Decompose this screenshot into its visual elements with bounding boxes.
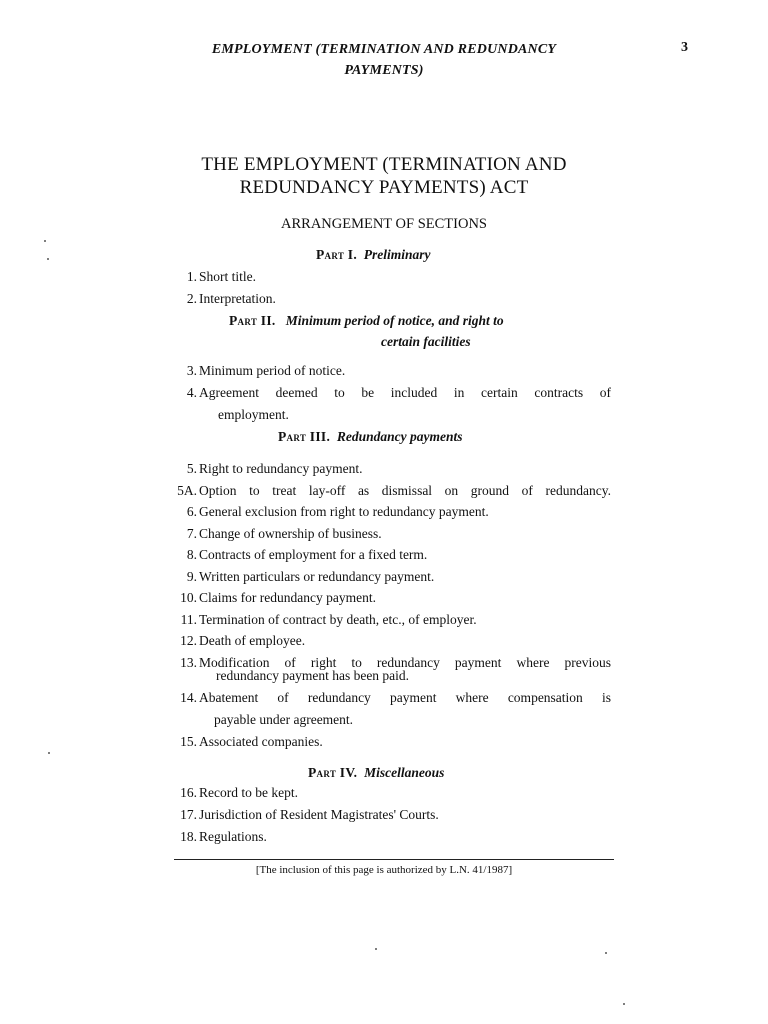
part-label: Part III. [278,429,331,444]
section-title: Regulations. [199,829,267,844]
page-number: 3 [681,40,688,55]
section-title-continuation: payable under agreement. [214,712,354,727]
footer-rule [174,859,614,860]
section-title: Death of employee. [199,633,306,648]
scan-speck [48,752,50,754]
act-title-line-1: THE EMPLOYMENT (TERMINATION AND [201,154,567,175]
section-number: 17. [180,807,197,822]
scan-speck [375,948,377,950]
part-heading [308,764,444,782]
scan-speck [605,952,607,954]
section-number: 9. [186,569,197,584]
section-number: 12. [180,633,197,648]
section-number: 16. [180,785,197,800]
running-header-line-1: EMPLOYMENT (TERMINATION AND REDUNDANCY [211,42,557,57]
section-number: 4. [186,385,197,400]
scan-speck [44,240,46,242]
section-title: Interpretation. [199,291,276,306]
section-title: Minimum period of notice. [199,363,346,378]
section-title-continuation: employment. [218,407,289,422]
scan-speck [47,258,49,260]
section-number: 10. [180,590,197,605]
section-title: Right to redundancy payment. [199,461,363,476]
part-label: Part II. [229,313,276,328]
section-title-continuation: redundancy payment has been paid. [216,668,410,683]
section-number: 7. [186,526,197,541]
section-number: 11. [180,612,197,627]
section-number: 13. [180,655,197,670]
part-heading [278,428,463,446]
part-label: Part I. [316,247,358,262]
part-name: Preliminary [363,247,431,262]
part-name: Miscellaneous [364,765,445,780]
section-title: Jurisdiction of Resident Magistrates' Courts. [199,807,439,822]
section-title: Abatement of redundancy payment where compensation is [199,690,611,705]
part-heading [229,312,504,330]
section-number: 2. [186,291,197,306]
arrangement-heading: ARRANGEMENT OF SECTIONS [281,216,487,232]
section-number: 3. [186,363,197,378]
section-title: Claims for redundancy payment. [199,590,376,605]
authorization-note: [The inclusion of this page is authorized by L.N. 41/1987] [255,864,513,876]
part-heading [316,246,431,264]
section-title: Option to treat lay-off as dismissal on ground of redundancy. [199,483,611,498]
section-title: Termination of contract by death, etc., of employer. [199,612,477,627]
section-title: General exclusion from right to redundancy payment. [199,504,489,519]
section-title: Agreement deemed to be included in certain contracts of [199,385,611,400]
section-title: Written particulars or redundancy payment. [199,569,435,584]
section-number: 18. [180,829,197,844]
part-label: Part IV. [308,765,358,780]
section-title: Associated companies. [199,734,323,749]
part-name-continuation: certain facilities [381,334,471,349]
section-number: 5A. [177,483,197,498]
section-title: Change of ownership of business. [199,526,382,541]
scan-speck [623,1003,625,1005]
section-number: 15. [180,734,197,749]
act-title-line-2: REDUNDANCY PAYMENTS) ACT [239,177,529,198]
part-name: Redundancy payments [336,429,463,444]
section-number: 6. [186,504,197,519]
section-title: Contracts of employment for a fixed term. [199,547,428,562]
section-number: 8. [186,547,197,562]
section-title: Short title. [199,269,256,284]
part-name: Minimum period of notice, and right to [285,313,504,328]
running-header-line-2: PAYMENTS) [344,63,424,78]
section-title: Modification of right to redundancy payment where previous [199,655,611,670]
section-number: 14. [180,690,197,705]
section-number: 5. [186,461,197,476]
section-number: 1. [186,269,197,284]
section-title: Record to be kept. [199,785,298,800]
